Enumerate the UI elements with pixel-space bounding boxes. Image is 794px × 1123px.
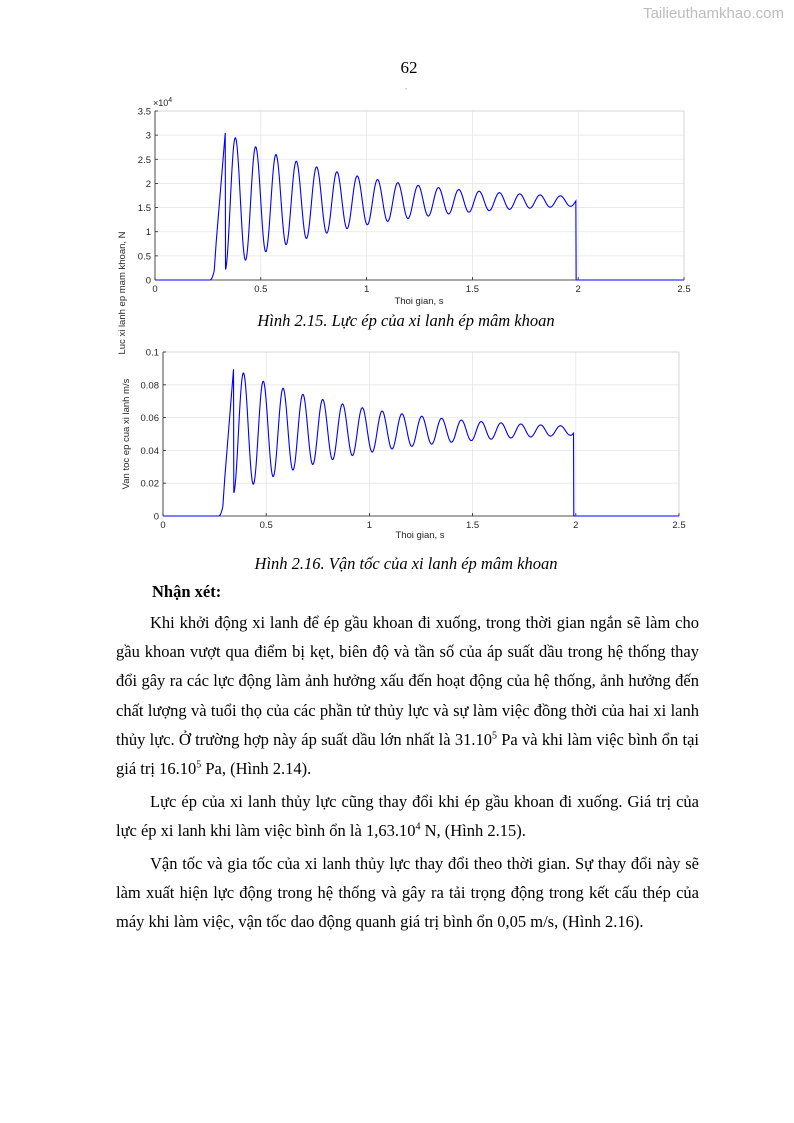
paragraph-1-text-a: Khi khởi động xi lanh để ép gầu khoan đi xuống, trong thời gian ngắn sẽ làm cho gầu khoan vượt qua điểm bị kẹt, biên độ và tần số của áp suất dầu trong hệ thống thay đổi gây ra các lực động làm ảnh hưởng xấu đến hoạt động của hệ thống, ảnh hưởng đến chất lượng và tuổi thọ của các phần tử thủy lực và sự làm việc đồng thời của hai xi lanh thủy lực. Ở trường hợp này áp suất dầu lớn nhất là 31.10 bbox=[116, 613, 699, 749]
chart-force-x-tick-label: 1 bbox=[363, 284, 370, 295]
page-number: 62 bbox=[400, 58, 418, 77]
figure-16-caption: Hình 2.16. Vận tốc của xi lanh ép mâm khoan bbox=[254, 554, 558, 573]
chart-velocity-y-tick-label: 0.02 bbox=[140, 478, 159, 490]
chart-velocity-plot-area bbox=[163, 352, 679, 516]
chart-velocity-x-tick-label: 2 bbox=[573, 520, 579, 531]
chart-force-y-tick-label: 0 bbox=[145, 275, 151, 287]
chart-force-x-tick-label: 1.5 bbox=[465, 284, 480, 295]
chart-velocity-xlabel: Thoi gian, s bbox=[395, 530, 445, 541]
chart-force-ylabel: Luc xi lanh ep mam khoan, N bbox=[117, 231, 128, 355]
paragraph-1-text-c: Pa, (Hình 2.14). bbox=[201, 759, 312, 779]
chart-velocity-x-tick-label: 0 bbox=[160, 520, 166, 531]
remarks-heading: Nhận xét: bbox=[152, 582, 222, 601]
chart-force-y-tick-label: 3.5 bbox=[137, 106, 151, 118]
chart-velocity-y-tick-label: 0.1 bbox=[145, 347, 159, 359]
chart-velocity-x-tick-label: 2.5 bbox=[672, 520, 686, 531]
chart-force-y-tick-label: 1 bbox=[145, 227, 151, 239]
exponent: 5 bbox=[196, 759, 202, 771]
exponent: 4 bbox=[415, 821, 421, 833]
chart-velocity-y-tick-label: 0.08 bbox=[140, 380, 159, 392]
chart-velocity-y-tick-label: 0.04 bbox=[140, 445, 159, 457]
paragraph-1 bbox=[116, 608, 699, 783]
chart-force-plot-area bbox=[155, 111, 684, 280]
chart-force-y-tick-label: 1.5 bbox=[137, 203, 151, 215]
tiny-mark: " bbox=[405, 88, 408, 94]
watermark: Tailieuthamkhao.com bbox=[643, 5, 784, 22]
chart-force-x-tick-label: 0 bbox=[152, 284, 158, 295]
chart-velocity-x-tick-label: 1.5 bbox=[465, 520, 480, 531]
chart-force-exponent: $\times 10^4$ bbox=[153, 97, 173, 108]
chart-velocity bbox=[0, 342, 794, 542]
chart-velocity-y-tick-label: 0 bbox=[153, 511, 159, 523]
chart-velocity-x-tick-label: 0.5 bbox=[259, 520, 273, 531]
chart-force-xlabel: Thoi gian, s bbox=[394, 296, 444, 307]
chart-force-y-tick-label: 3 bbox=[145, 130, 151, 142]
paragraph-3: Vận tốc và gia tốc của xi lanh thủy lực thay đổi theo thời gian. Sự thay đổi này sẽ làm xuất hiện lực động trong hệ thống và gây ra tải trọng động trong kết cấu thép của máy khi làm việc, vận tốc dao động quanh giá trị bình ổn 0,05 m/s, (Hình 2.16). bbox=[116, 854, 699, 932]
chart-force-y-tick-label: 2 bbox=[145, 178, 151, 190]
chart-velocity-y-tick-label: 0.06 bbox=[140, 413, 159, 425]
exponent: 5 bbox=[491, 730, 497, 742]
paragraph-2-text-b: N, (Hình 2.15). bbox=[420, 821, 526, 841]
chart-force-y-tick-label: 2.5 bbox=[137, 154, 151, 166]
chart-force-x-tick-label: 0.5 bbox=[254, 284, 268, 295]
chart-force-x-tick-label: 2 bbox=[575, 284, 581, 295]
paragraph-2-text-a: Lực ép của xi lanh thủy lực cũng thay đổi khi ép gầu khoan đi xuống. Giá trị của lực ép xi lanh khi làm việc bình ổn là 1,63.10 bbox=[116, 792, 699, 841]
figure-15-caption: Hình 2.15. Lực ép của xi lanh ép mâm khoan bbox=[257, 311, 555, 330]
chart-force-y-tick-label: 0.5 bbox=[137, 251, 151, 263]
chart-force-x-tick-label: 2.5 bbox=[677, 284, 691, 295]
chart-velocity-x-tick-label: 1 bbox=[366, 520, 373, 531]
paragraph-2 bbox=[116, 787, 699, 845]
chart-velocity-ylabel: Van toc ep cua xi lanh m/s bbox=[121, 378, 132, 490]
paragraph-1-text-b: Pa và khi làm việc bình ổn tại giá trị 16.10 bbox=[116, 729, 699, 779]
